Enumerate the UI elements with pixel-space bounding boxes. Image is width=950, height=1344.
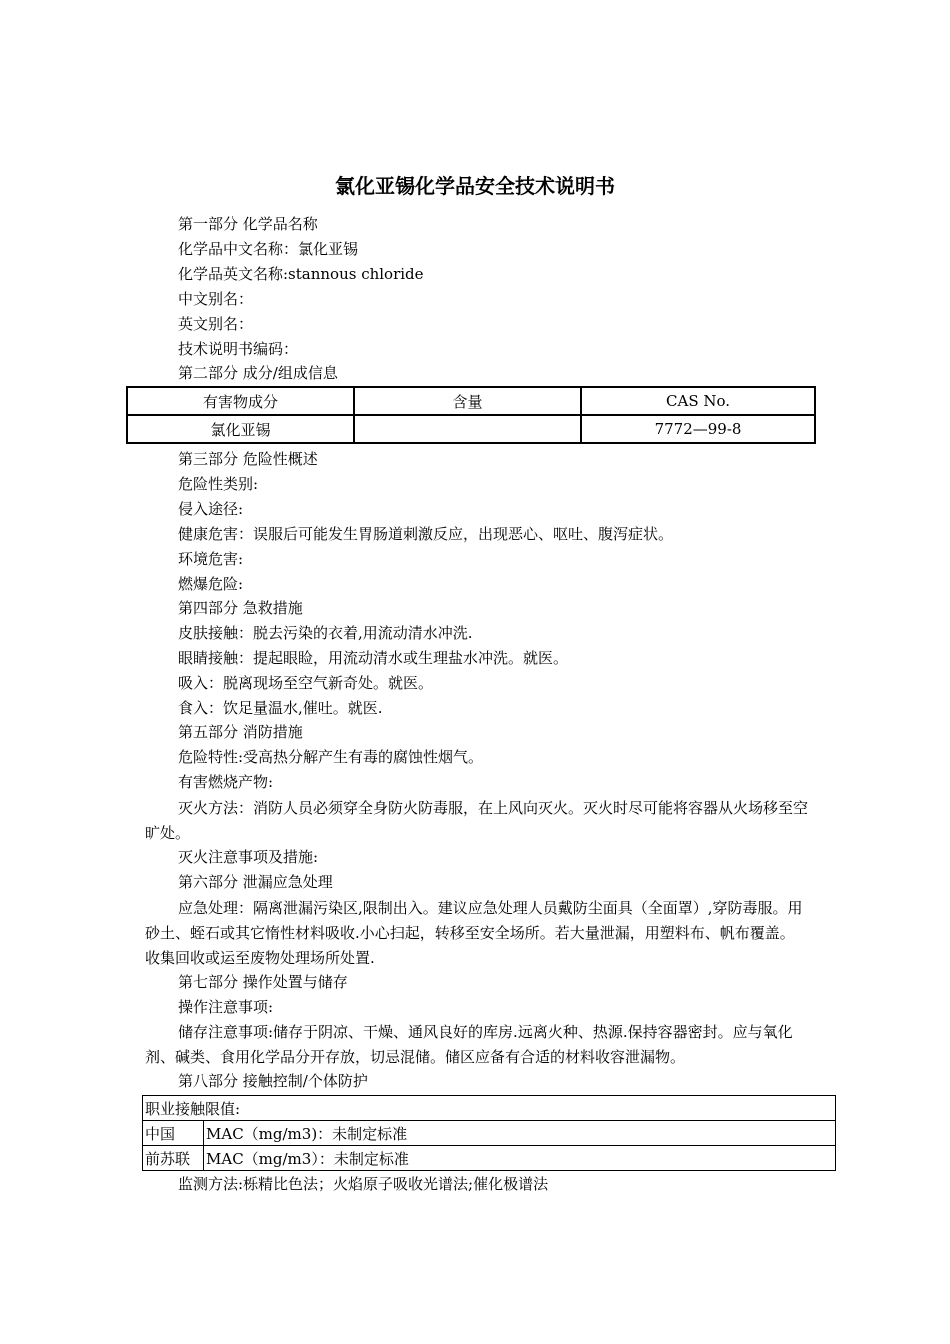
- fire-hazard-line: 燃爆危险:: [178, 575, 244, 593]
- section-8-heading: 第八部分 接触控制/个体防护: [178, 1072, 368, 1090]
- chinese-name-line: 化学品中文名称：氯化亚锡: [178, 240, 359, 258]
- cell-region: 中国: [143, 1121, 204, 1146]
- cell-limit: MAC（mg/m3)：未制定标准: [204, 1121, 836, 1146]
- composition-table: [126, 386, 816, 444]
- ingestion-line: 食入：饮足量温水,催吐。就医.: [178, 699, 383, 717]
- document-title: 氯化亚锡化学品安全技术说明书: [335, 174, 615, 198]
- header-cell-component: 有害物成分: [127, 387, 354, 415]
- skin-contact-line: 皮肤接触：脱去污染的衣着,用流动清水冲洗.: [178, 624, 473, 642]
- section-1-heading: 第一部分 化学品名称: [178, 215, 318, 233]
- cell-region: 前苏联: [143, 1146, 204, 1171]
- inhalation-line: 吸入：脱离现场至空气新奇处。就医。: [178, 674, 434, 692]
- extinguish-notes-line: 灭火注意事项及措施:: [178, 848, 319, 866]
- table-row: [143, 1096, 836, 1121]
- section-3-heading: 第三部分 危险性概述: [178, 450, 318, 468]
- exposure-limit-table: [142, 1095, 836, 1171]
- emergency-handling-paragraph: 应急处理：隔离泄漏污染区,限制出入。建议应急处理人员戴防尘面具（全面罩）,穿防毒服。用砂土、蛭石或其它惰性材料吸收.小心扫起，转移至安全场所。若大量泄漏，用塑料布、帆布覆盖。收集回收或运至废物处理场所处置.: [145, 899, 803, 967]
- spec-code-line: 技术说明书编码：: [178, 340, 299, 358]
- storage-notes-paragraph: 储存注意事项:储存于阴凉、干燥、通风良好的库房.远离火种、热源.保持容器密封。应与氧化剂、碱类、食用化学品分开存放，切忌混储。储区应备有合适的材料收容泄漏物。: [145, 1023, 793, 1066]
- chinese-alias-line: 中文别名：: [178, 290, 254, 308]
- exposure-limit-header: 职业接触限值:: [143, 1096, 836, 1121]
- section-7-heading: 第七部分 操作处置与储存: [178, 973, 348, 991]
- header-cell-content: 含量: [354, 387, 581, 415]
- health-hazard-line: 健康危害：误服后可能发生胃肠道刺激反应，出现恶心、呕吐、腹泻症状。: [178, 525, 674, 543]
- environment-hazard-line: 环境危害:: [178, 550, 244, 568]
- section-6-heading: 第六部分 泄漏应急处理: [178, 873, 333, 891]
- cell-content: [354, 415, 581, 443]
- table-row: [143, 1121, 836, 1146]
- operation-notes-line: 操作注意事项:: [178, 998, 274, 1016]
- monitoring-method-line: 监测方法:栎精比色法；火焰原子吸收光谱法;催化极谱法: [178, 1175, 549, 1193]
- english-alias-line: 英文别名：: [178, 315, 254, 333]
- cell-cas: 7772—99-8: [581, 415, 815, 443]
- cell-limit: MAC（mg/m3）：未制定标准: [204, 1146, 836, 1171]
- table-row: [143, 1146, 836, 1171]
- table-row: [127, 415, 815, 443]
- section-4-heading: 第四部分 急救措施: [178, 599, 303, 617]
- eye-contact-line: 眼睛接触：提起眼睑，用流动清水或生理盐水冲洗。就医。: [178, 649, 569, 667]
- header-cell-cas: CAS No.: [581, 387, 815, 415]
- english-name-line: 化学品英文名称:stannous chloride: [178, 265, 424, 283]
- cell-component: 氯化亚锡: [127, 415, 354, 443]
- extinguish-method-paragraph: 灭火方法：消防人员必须穿全身防火防毒服，在上风向灭火。灭火时尽可能将容器从火场移至空旷处。: [145, 799, 809, 842]
- hazard-category-line: 危险性类别:: [178, 475, 259, 493]
- table-header-row: [127, 387, 815, 415]
- section-5-heading: 第五部分 消防措施: [178, 723, 303, 741]
- hazard-property-line: 危险特性:受高热分解产生有毒的腐蚀性烟气。: [178, 748, 484, 766]
- combustion-products-line: 有害燃烧产物:: [178, 773, 274, 791]
- section-2-heading: 第二部分 成分/组成信息: [178, 364, 338, 382]
- entry-route-line: 侵入途径:: [178, 500, 244, 518]
